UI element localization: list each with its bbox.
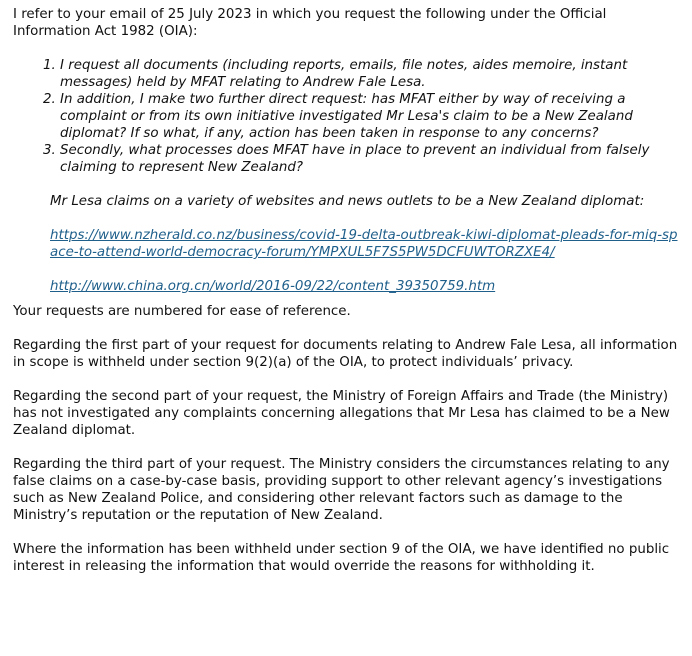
request-list <box>13 57 683 176</box>
request-item: 2. In addition, I make two further direct request: has MFAT either by way of receiving a complaint or from its own initiative investigated Mr Lesa's claim to be a New Zealand diplomat? If so what, if any, action has been taken in response to any concerns? <box>60 91 683 142</box>
china-org-link[interactable]: http://www.china.org.cn/world/2016-09/22/content_39350759.htm <box>50 279 496 294</box>
nzherald-link[interactable]: https://www.nzherald.co.nz/business/covid-19-delta-outbreak-kiwi-diplomat-pleads-for-miq-space-to-attend-world-democracy-forum/YMPXUL5F7S5PW5DCFUWTORZXE4/ <box>50 228 678 260</box>
response-paragraph: Regarding the third part of your request. The Ministry considers the circumstances relating to any false claims on a case-by-case basis, providing support to other relevant agency’s investigations such as New Zealand Police, and considering other relevant factors such as damage to the Ministry’s reputation or the reputation of New Zealand. <box>13 457 670 523</box>
quoted-block <box>50 193 683 295</box>
response-paragraph: Regarding the first part of your request for documents relating to Andrew Fale Lesa, all information in scope is withheld under section 9(2)(a) of the OIA, to protect individuals’ privacy. <box>13 338 678 370</box>
request-item: 3. Secondly, what processes does MFAT have in place to prevent an individual from falsely claiming to represent New Zealand? <box>60 142 683 176</box>
response-paragraph: Your requests are numbered for ease of reference. <box>13 304 351 319</box>
response-paragraph: Regarding the second part of your request, the Ministry of Foreign Affairs and Trade (the Ministry) has not investigated any complaints concerning allegations that Mr Lesa has claimed to be a New Zealand diplomat. <box>13 389 670 438</box>
letter-body <box>13 6 683 575</box>
quote-text: Mr Lesa claims on a variety of websites and news outlets to be a New Zealand diplomat: <box>50 194 645 209</box>
request-item: 1. I request all documents (including reports, emails, file notes, aides memoire, instant messages) held by MFAT relating to Andrew Fale Lesa. <box>60 57 683 91</box>
intro-paragraph: I refer to your email of 25 July 2023 in which you request the following under the Official Information Act 1982 (OIA): <box>13 7 607 39</box>
response-paragraph: Where the information has been withheld under section 9 of the OIA, we have identified no public interest in releasing the information that would override the reasons for withholding it. <box>13 542 670 574</box>
